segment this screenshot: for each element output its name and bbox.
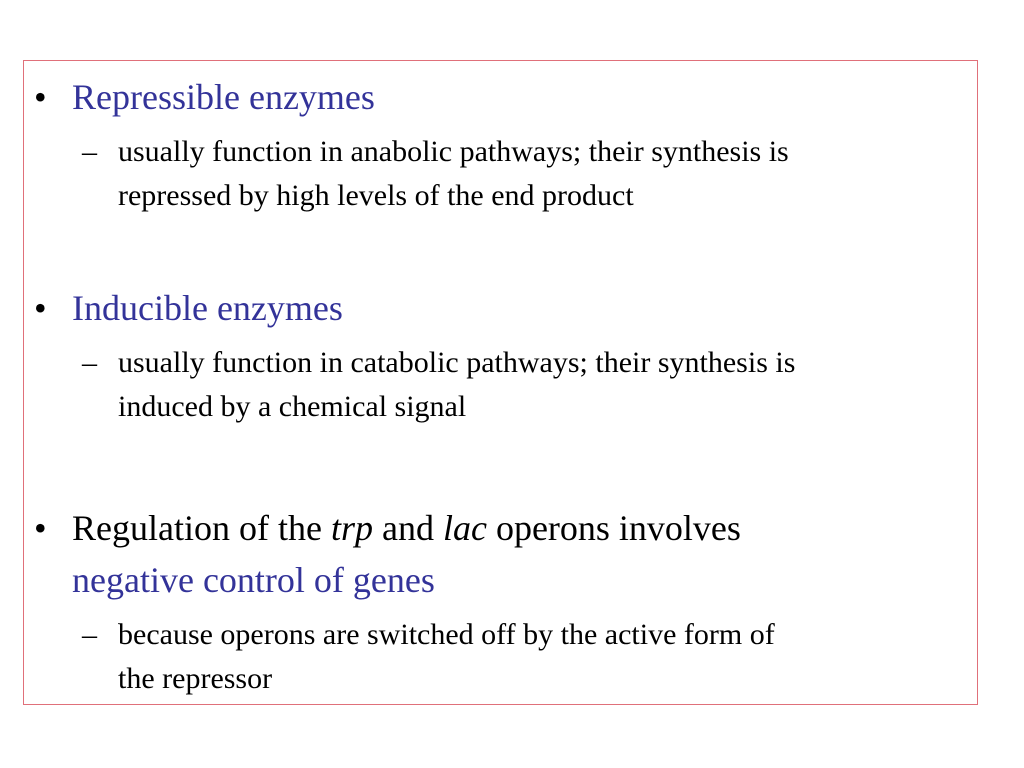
heading-inducible-enzymes: Inducible enzymes (72, 288, 343, 328)
heading-repressible-enzymes: Repressible enzymes (72, 77, 375, 117)
sub-bullet-line: usually function in catabolic pathways; their synthesis is (118, 346, 796, 379)
sub-bullet-line: because operons are switched off by the active form of (118, 618, 775, 651)
sub-bullet-line: the repressor (118, 662, 273, 695)
bullet-icon: • (34, 77, 47, 117)
sub-bullet-line: induced by a chemical signal (118, 390, 467, 423)
dash-icon: – (82, 618, 97, 651)
lac-term: lac (442, 508, 487, 548)
dash-icon: – (82, 346, 97, 379)
regulation-text: Regulation of the (72, 508, 331, 548)
regulation-text: and (372, 508, 443, 548)
dash-icon: – (82, 135, 97, 168)
regulation-statement (72, 510, 741, 546)
regulation-text: operons involves (486, 508, 741, 548)
bullet-icon: • (34, 508, 47, 548)
sub-bullet-line: repressed by high levels of the end product (118, 179, 634, 212)
bullet-icon: • (34, 288, 47, 328)
negative-control-phrase: negative control of genes (72, 560, 435, 600)
sub-bullet-line: usually function in anabolic pathways; their synthesis is (118, 135, 789, 168)
trp-term: trp (330, 508, 373, 548)
